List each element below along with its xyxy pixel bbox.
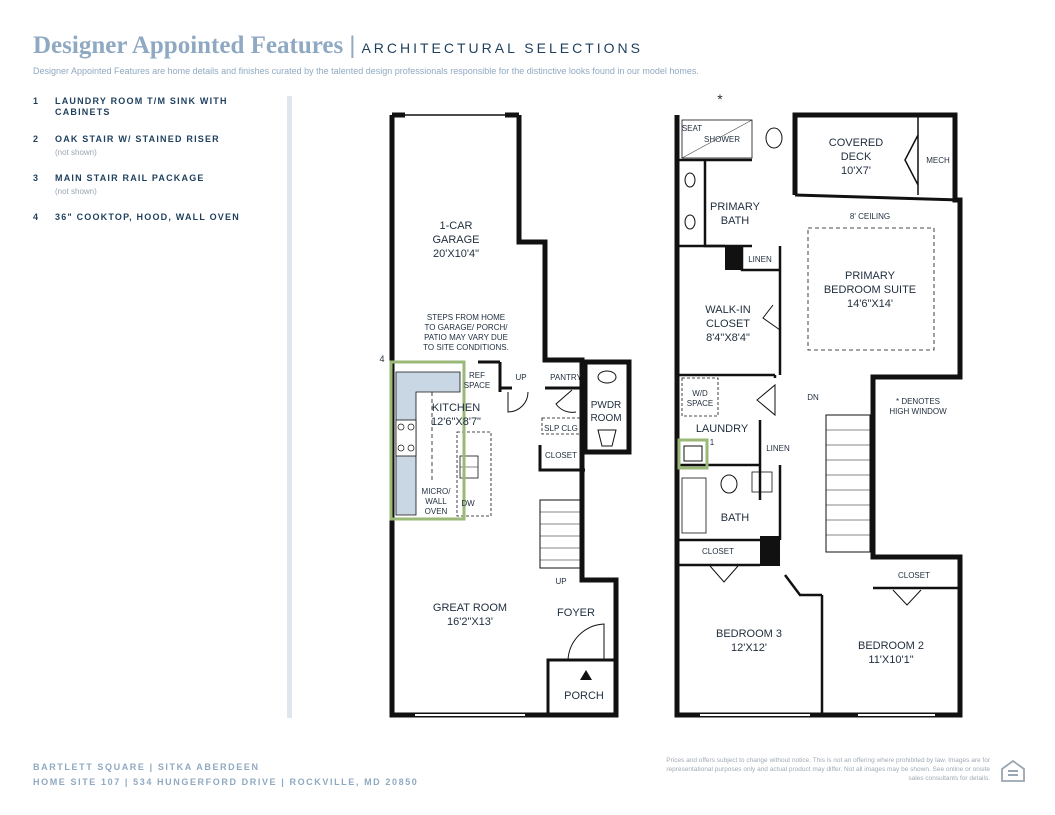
micro-label: WALL — [425, 497, 447, 506]
feature-note: (not shown) — [55, 148, 97, 157]
great-room-label: GREAT ROOM — [432, 602, 508, 614]
bath-label: BATH — [720, 512, 750, 524]
ref-space-label: REF — [469, 371, 485, 380]
covered-deck-dims: 10'X7' — [841, 165, 871, 177]
garage-label: GARAGE — [432, 234, 480, 246]
laundry-label: LAUNDRY — [695, 423, 749, 435]
primary-suite-label: PRIMARY — [845, 270, 895, 282]
feature-note: (not shown) — [55, 187, 97, 196]
foyer-label: FOYER — [557, 607, 595, 619]
feature-label: OAK STAIR W/ STAINED RISER — [55, 134, 220, 144]
closet-label: CLOSET — [701, 547, 735, 556]
porch-label: PORCH — [564, 690, 604, 702]
up-label: UP — [515, 373, 527, 382]
feature-label: MAIN STAIR RAIL PACKAGE — [55, 173, 205, 183]
footer-address — [33, 760, 418, 790]
closet-label: CLOSET — [897, 571, 931, 580]
title-separator: | — [349, 32, 356, 59]
garage-label: 1-CAR — [439, 220, 473, 232]
page-subtitle: ARCHITECTURAL SELECTIONS — [361, 40, 643, 56]
garage-dims: 20'X10'4" — [432, 248, 480, 260]
seat-label: SEAT — [681, 124, 703, 133]
primary-suite-label: BEDROOM SUITE — [823, 284, 917, 296]
legal-disclaimer: Prices and offers subject to change without notice. This is not an offering where prohibited by law. Images are for representational purposes only and actual product may differ. Not all images may be shown. See online or onsite sales consultants for details. — [666, 757, 990, 782]
closet-label: CLOSET — [544, 451, 578, 460]
feature-number: 1 — [33, 96, 39, 106]
shower-label: SHOWER — [704, 135, 740, 144]
linen-label: LINEN — [766, 444, 790, 453]
ceiling-label: 8' CEILING — [849, 212, 891, 221]
pantry-label: PANTRY — [550, 373, 582, 382]
primary-bath-label: PRIMARY — [710, 201, 760, 213]
feature-number: 2 — [33, 134, 39, 144]
walk-in-dims: 8'4"X8'4" — [706, 332, 750, 344]
kitchen-label: KITCHEN — [431, 402, 481, 414]
page-title: Designer Appointed Features — [33, 32, 344, 59]
marker-1: 1 — [709, 438, 715, 447]
ref-space-label: SPACE — [463, 381, 491, 390]
wd-space-label: W/D — [692, 389, 708, 398]
pwdr-label: ROOM — [590, 413, 622, 424]
denotes-note: HIGH WINDOW — [889, 407, 947, 416]
steps-note: TO GARAGE/ PORCH/ — [424, 323, 508, 332]
slp-clg-label: SLP CLG — [544, 424, 578, 433]
page-description: Designer Appointed Features are home details and finishes curated by the talented design professionals responsible for the distinctive looks found in our model homes. — [33, 66, 699, 76]
high-window-star: * — [717, 91, 723, 107]
wd-space-label: SPACE — [686, 399, 714, 408]
steps-note: STEPS FROM HOME — [426, 313, 506, 322]
primary-suite-dims: 14'6"X14' — [846, 298, 894, 310]
dn-label: DN — [807, 393, 819, 402]
denotes-note: * DENOTES — [895, 397, 941, 406]
mech-label: MECH — [926, 156, 950, 165]
up-label: UP — [555, 577, 567, 586]
walk-in-label: CLOSET — [705, 318, 751, 330]
feature-number: 3 — [33, 173, 39, 183]
micro-label: MICRO/ — [421, 487, 451, 496]
kitchen-dims: 12'6"X8'7" — [431, 416, 481, 428]
marker-4: 4 — [379, 354, 385, 364]
micro-label: OVEN — [424, 507, 448, 516]
bedroom3-label: BEDROOM 3 — [715, 628, 783, 640]
feature-label: 36" COOKTOP, HOOD, WALL OVEN — [55, 212, 240, 222]
walk-in-label: WALK-IN — [705, 304, 751, 316]
address-line: HOME SITE 107 | 534 HUNGERFORD DRIVE | ROCKVILLE, MD 20850 — [33, 777, 419, 787]
bedroom2-label: BEDROOM 2 — [857, 640, 925, 652]
covered-deck-label: COVERED — [828, 137, 884, 149]
linen-label: LINEN — [748, 255, 772, 264]
steps-note: PATIO MAY VARY DUE — [424, 333, 508, 342]
steps-note: TO SITE CONDITIONS. — [423, 343, 509, 352]
feature-label: LAUNDRY ROOM T/M SINK WITH CABINETS — [55, 96, 228, 117]
primary-bath-label: BATH — [720, 215, 750, 227]
community-line: BARTLETT SQUARE | SITKA ABERDEEN — [33, 762, 260, 772]
bedroom2-dims: 11'X10'1" — [868, 654, 914, 666]
equal-housing-icon — [1000, 758, 1026, 784]
bedroom3-dims: 12'X12' — [730, 642, 768, 654]
pwdr-label: PWDR — [590, 400, 622, 411]
dw-label: DW — [461, 499, 475, 508]
great-room-dims: 16'2"X13' — [446, 616, 494, 628]
covered-deck-label: DECK — [840, 151, 872, 163]
feature-number: 4 — [33, 212, 39, 222]
